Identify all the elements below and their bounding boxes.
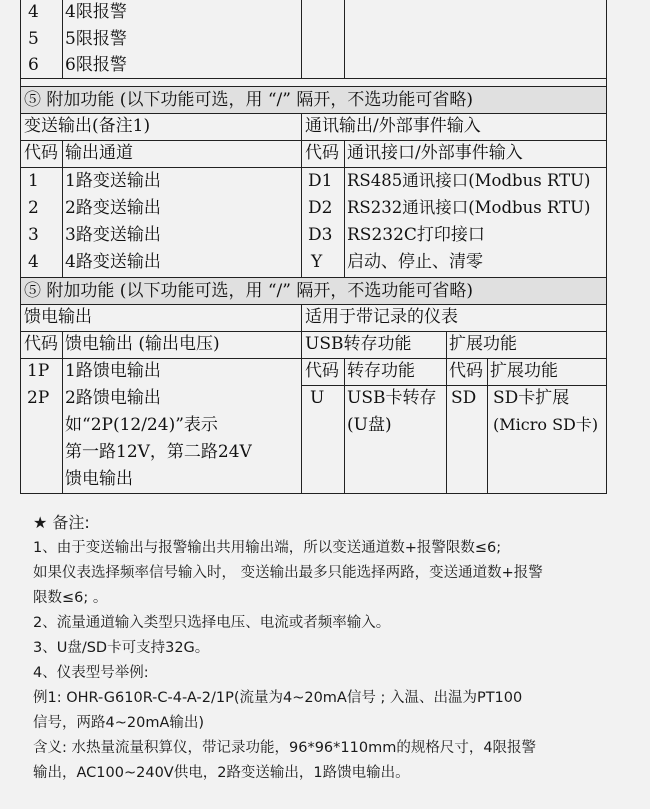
code-header: 代码 (305, 143, 339, 163)
code-header: 代码 (24, 334, 58, 354)
recorder-title: 适用于带记录的仪表 (305, 307, 458, 327)
feed-code: 1P (27, 361, 50, 381)
note-line: 如果仪表选择频率信号输入时， 变送输出最多只能选择两路，变送通道数+报警 (33, 565, 543, 581)
column-header: 扩展功能 (490, 361, 558, 381)
sd-label: SD卡扩展 (493, 388, 570, 408)
comm-label: RS232C打印接口 (347, 225, 485, 245)
comm-title: 通讯输出/外部事件输入 (305, 116, 481, 136)
sd-code: SD (451, 388, 477, 408)
code-header: 代码 (449, 361, 483, 381)
comm-label: RS485通讯接口(Modbus RTU) (347, 171, 591, 190)
section-title: ⑤ 附加功能 (以下功能可选，用 “/” 隔开，不选功能可省略) (24, 281, 473, 301)
usb-label: USB卡转存 (347, 388, 437, 408)
spec-table (20, 0, 607, 494)
feed-label: 1路馈电输出 (65, 361, 161, 381)
usb-label: (U盘) (347, 415, 392, 435)
transmit-title: 变送输出(备注1) (24, 116, 151, 136)
note-line: 1、由于变送输出与报警输出共用输出端，所以变送通道数+报警限数≤6; (33, 540, 502, 556)
feed-note: 第一路12V，第二路24V (65, 442, 252, 462)
column-header: 转存功能 (347, 361, 415, 381)
usb-code: U (310, 388, 325, 408)
note-line: 输出，AC100~240V供电，2路变送输出，1路馈电输出。 (33, 765, 410, 781)
comm-label: 启动、停止、清零 (347, 252, 483, 272)
note-line: 3、U盘/SD卡可支持32G。 (33, 640, 210, 656)
note-line: 信号，两路4~20mA输出) (33, 715, 205, 731)
transmit-label: 2路变送输出 (65, 198, 161, 218)
transmit-code: 3 (28, 225, 39, 245)
transmit-code: 2 (28, 198, 39, 218)
column-header: 通讯接口/外部事件输入 (347, 143, 523, 163)
alarm-code: 4 (28, 2, 39, 22)
notes-title: ★ 备注: (33, 513, 90, 532)
transmit-code: 4 (28, 252, 39, 272)
column-header: 输出通道 (65, 143, 133, 163)
sd-label: (Micro SD卡) (493, 415, 599, 434)
column-header: 馈电输出 (输出电压) (65, 334, 220, 354)
alarm-label: 6限报警 (65, 55, 127, 75)
note-line: 限数≤6; 。 (33, 590, 108, 606)
alarm-label: 4限报警 (65, 2, 127, 22)
ext-header: 扩展功能 (449, 334, 517, 354)
note-line: 例1: OHR-G610R-C-4-A-2/1P(流量为4~20mA信号 ; 入温、出温为PT100 (33, 690, 523, 706)
feed-note: 馈电输出 (65, 469, 133, 489)
alarm-code: 6 (28, 55, 39, 75)
comm-code: Y (311, 252, 323, 272)
code-header: 代码 (305, 361, 339, 381)
feed-code: 2P (27, 388, 50, 408)
note-line: 2、流量通道输入类型只选择电压、电流或者频率输入。 (33, 615, 391, 631)
transmit-label: 4路变送输出 (65, 252, 161, 272)
transmit-label: 3路变送输出 (65, 225, 161, 245)
code-header: 代码 (24, 143, 58, 163)
comm-code: D1 (308, 171, 333, 191)
feed-label: 2路馈电输出 (65, 388, 161, 408)
comm-code: D3 (308, 225, 333, 245)
note-line: 4、仪表型号举例: (33, 665, 149, 681)
transmit-label: 1路变送输出 (65, 171, 161, 191)
note-line: 含义: 水热量流量积算仪，带记录功能，96*96*110mm的规格尺寸，4限报警 (33, 740, 537, 756)
comm-code: D2 (308, 198, 333, 218)
usb-header: USB转存功能 (305, 334, 412, 354)
comm-label: RS232通讯接口(Modbus RTU) (347, 198, 591, 217)
transmit-code: 1 (28, 171, 39, 191)
feed-title: 馈电输出 (24, 307, 92, 327)
section-title: ⑤ 附加功能 (以下功能可选，用 “/” 隔开，不选功能可省略) (24, 90, 473, 110)
alarm-label: 5限报警 (65, 29, 127, 49)
feed-note: 如“2P(12/24)”表示 (65, 415, 218, 435)
alarm-code: 5 (28, 29, 39, 49)
